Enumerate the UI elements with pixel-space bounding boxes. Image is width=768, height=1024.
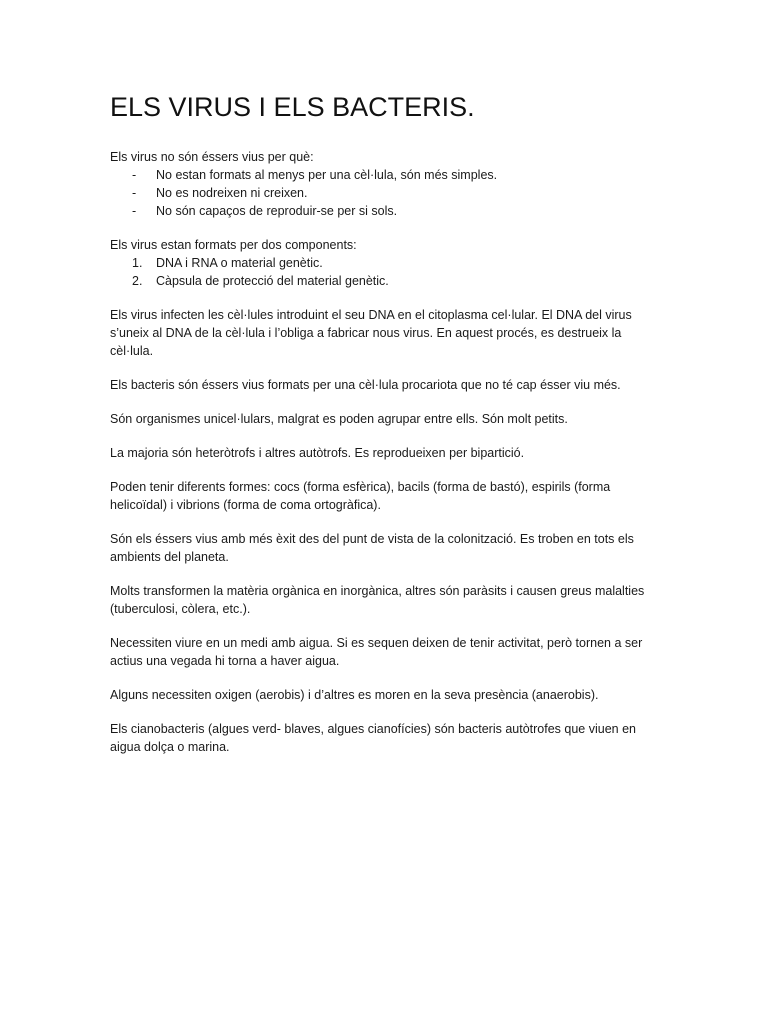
list-item-text: DNA i RNA o material genètic. (156, 256, 323, 270)
document-page (110, 90, 658, 772)
document-title: ELS VIRUS I ELS BACTERIS. (110, 92, 475, 122)
list-item (110, 166, 658, 184)
list-item-text: No es nodreixen ni creixen. (156, 186, 308, 200)
paragraph-shapes: Poden tenir diferents formes: cocs (forma esfèrica), bacils (forma de bastó), espirils (forma helicoïdal) i vibrions (forma de coma ortogràfica). (110, 480, 611, 512)
section-intro: Els virus no són éssers vius per què: (110, 150, 314, 164)
dash-list (110, 166, 658, 220)
section-virus-components (110, 236, 658, 290)
paragraph-nutrition: La majoria són heteròtrofs i altres autòtrofs. Es reprodueixen per bipartició. (110, 446, 525, 460)
section-virus-not-alive (110, 148, 658, 220)
list-marker: - (132, 168, 137, 182)
list-item-text: Càpsula de protecció del material genètic. (156, 274, 389, 288)
list-marker: 2. (132, 274, 143, 288)
list-item (110, 254, 658, 272)
section-intro: Els virus estan formats per dos components: (110, 238, 357, 252)
paragraph-transformation: Molts transformen la matèria orgànica en inorgànica, altres són paràsits i causen greus malalties (tuberculosi, còlera, etc.). (110, 584, 645, 616)
list-item-text: No són capaços de reproduir-se per si sols. (156, 204, 398, 218)
list-item (110, 184, 658, 202)
list-item-text: No estan formats al menys per una cèl·lula, són més simples. (156, 168, 498, 182)
list-item (110, 272, 658, 290)
paragraph-oxygen: Alguns necessiten oxigen (aerobis) i d’altres es moren en la seva presència (anaerobis). (110, 688, 599, 702)
list-item (110, 202, 658, 220)
paragraph-bacteria-definition: Els bacteris són éssers vius formats per una cèl·lula procariota que no té cap ésser viu més. (110, 378, 621, 392)
list-marker: - (132, 204, 137, 218)
numbered-list (110, 254, 658, 290)
paragraph-unicellular: Són organismes unicel·lulars, malgrat es poden agrupar entre ells. Són molt petits. (110, 412, 568, 426)
paragraph-virus-infection: Els virus infecten les cèl·lules introduint el seu DNA en el citoplasma cel·lular. El DNA del virus s’uneix al DNA de la cèl·lula i l’obliga a fabricar nous virus. En aquest procés, es destrueix la cèl·lula. (110, 308, 632, 358)
paragraph-water: Necessiten viure en un medi amb aigua. Si es sequen deixen de tenir activitat, però tornen a ser actius una vegada hi torna a haver aigua. (110, 636, 643, 668)
paragraph-colonization: Són els éssers vius amb més èxit des del punt de vista de la colonització. Es troben en tots els ambients del planeta. (110, 532, 634, 564)
list-marker: 1. (132, 256, 143, 270)
list-marker: - (132, 186, 137, 200)
paragraph-cyanobacteria: Els cianobacteris (algues verd- blaves, algues cianofícies) són bacteris autòtrofes que viuen en aigua dolça o marina. (110, 722, 636, 754)
